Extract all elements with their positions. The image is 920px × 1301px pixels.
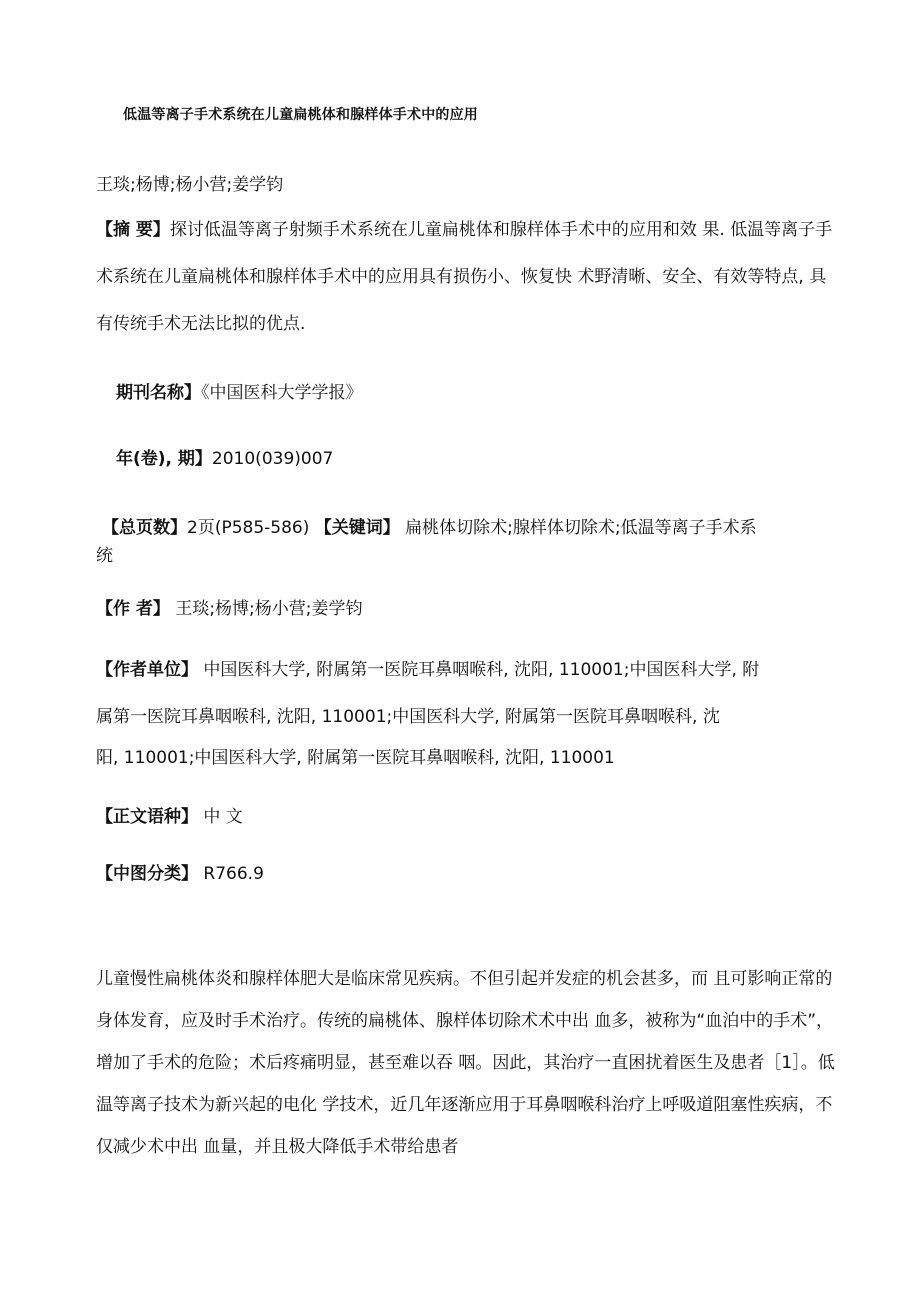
year-volume-value: 2010(039)007 — [211, 449, 334, 469]
author-value: 王琰;杨博;杨小营;姜学钧 — [169, 599, 363, 619]
abstract — [96, 207, 836, 348]
journal-line — [116, 381, 363, 405]
journal-label: 期刊名称】 — [116, 383, 201, 403]
article-title: 低温等离子手术系统在儿童扁桃体和腺样体手术中的应用 — [123, 107, 478, 123]
affiliation-text-1: 中国医科大学, 附属第一医院耳鼻咽喉科, 沈阳, 110001;中国医科大学, 附 — [198, 660, 760, 680]
affiliation-line-3: 阳, 110001;中国医科大学, 附属第一医院耳鼻咽喉科, 沈阳, 110001 — [96, 748, 615, 768]
affiliation-label: 【作者单位】 — [96, 660, 198, 680]
keywords-value: 扁桃体切除术;腺样体切除术;低温等离子手术系 — [399, 518, 757, 538]
abstract-text: 探讨低温等离子射频手术系统在儿童扁桃体和腺样体手术中的应用和效 果. 低温等离子手术系统在儿童扁桃体和腺样体手术中的应用具有损伤小、恢复快 术野清晰、安全、有效等特点, 具有传统手术无法比拟的优点. — [96, 220, 833, 334]
classification-label: 【中图分类】 — [96, 864, 198, 884]
language-line — [96, 805, 243, 829]
body-paragraph: 儿童慢性扁桃体炎和腺样体肥大是临床常见疾病。不但引起并发症的机会甚多，而 且可影响正常的身体发育，应及时手术治疗。传统的扁桃体、腺样体切除术术中出 血多，被称为“血泊中的手术”，增加了手术的危险；术后疼痛明显，甚至难以吞 咽。因此，其治疗一直困扰着医生及患者［1］。低温等离子技术为新兴起的电化 学技术，近几年逐渐应用于耳鼻咽喉科治疗上呼吸道阻塞性疾病，不仅减少术中出 血量，并且极大降低手术带给患者 — [96, 969, 835, 1157]
affiliation-line-2: 属第一医院耳鼻咽喉科, 沈阳, 110001;中国医科大学, 附属第一医院耳鼻咽喉科, 沈 — [96, 707, 720, 727]
language-value: 中 文 — [198, 807, 243, 827]
pages-label: 【总页数】 — [102, 518, 187, 538]
language-label: 【正文语种】 — [96, 807, 198, 827]
year-volume-label: 年(卷), 期】 — [116, 449, 212, 469]
authors-line: 王琰;杨博;杨小营;姜学钧 — [96, 175, 284, 195]
classification-value: R766.9 — [198, 864, 264, 884]
pages-keywords-line — [102, 516, 757, 540]
author-label: 【作 者】 — [96, 599, 170, 619]
classification-line — [96, 862, 264, 886]
keywords-label: 【关键词】 — [314, 518, 400, 538]
author-line — [96, 597, 363, 621]
pages-value: 2页(P585-586) — [187, 518, 310, 538]
journal-value: 《中国医科大学学报》 — [201, 383, 363, 403]
year-volume-line — [116, 447, 333, 471]
keywords-continuation: 统 — [96, 546, 113, 566]
abstract-label: 【摘 要】 — [96, 220, 170, 240]
affiliation-line-1 — [96, 658, 759, 682]
